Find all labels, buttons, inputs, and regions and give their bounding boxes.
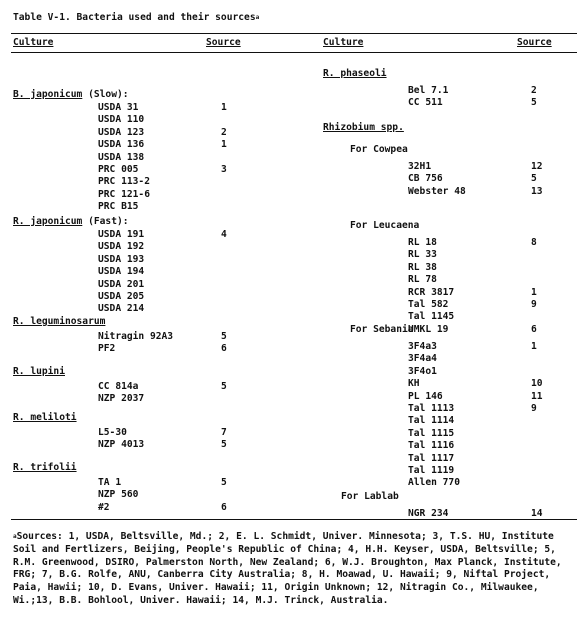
source-cell: 9 xyxy=(531,403,537,414)
culture-cell: USDA 136 xyxy=(98,139,145,151)
culture-cell: RCR 3817 xyxy=(408,286,455,298)
culture-cell: RL 78 xyxy=(408,274,437,286)
culture-cell: L5-30 xyxy=(98,427,127,438)
culture-cell: PRC 005 xyxy=(98,164,139,175)
footnote-text: Sources: 1, USDA, Beltsville, Md.; 2, E. L. Schmidt, Univer. Minnesota; 3, T.S. HU, Institute Soil and Fertlizers, Beijing, People's Republic of China; 4, H.H. Keyser, USDA, Beltsville; 5, R.M. Greenwood, DSIRO, Palmerston North, New Zealand; 6, W.J. Broughton, Max Planck, Institute, FRG; 7, B.G. Rolfe, ANU, Canberra City Australia; 8, H. Moawad, U. Hawaii; 9, Niftal Project, Paia, Hawii; 10, D. Evans, Univer. Hawaii; 11, Origin Unknown; 12, Nitragin Co., Milwaukee, Wi.;13, B.B. Bohlool, Univer. Hawaii; 14, M.J. Trinck, Australia. xyxy=(13,531,562,606)
source-cell: 9 xyxy=(531,299,537,310)
culture-cell: NZP 2037 xyxy=(98,393,145,405)
culture-cell: Webster 48 xyxy=(408,185,466,197)
culture-cell: USDA 138 xyxy=(98,151,145,163)
culture-cell: NZP 560 xyxy=(98,489,139,501)
culture-cell: Tal 582 xyxy=(408,299,449,310)
group-header: R. phaseoli xyxy=(323,68,387,79)
source-header-left: Source xyxy=(206,37,241,48)
source-cell: 5 xyxy=(221,477,227,488)
culture-cell: Tal 1117 xyxy=(408,452,455,464)
group-header: For Leucaena xyxy=(350,220,420,231)
culture-cell: USDA 31 xyxy=(98,102,139,113)
source-cell: 6 xyxy=(221,501,227,513)
culture-cell: 3F4a3 xyxy=(408,341,437,352)
culture-cell: NGR 234 xyxy=(408,508,449,519)
culture-cell: CC 814a xyxy=(98,381,139,392)
source-cell: 5 xyxy=(221,439,227,451)
source-header-right: Source xyxy=(517,37,552,48)
culture-cell: Tal 1119 xyxy=(408,465,455,476)
source-cell: 1 xyxy=(221,102,227,113)
source-cell: 11 xyxy=(531,390,543,402)
culture-cell: USDA 205 xyxy=(98,291,145,302)
group-header: For Lablab xyxy=(341,491,399,502)
culture-cell: USDA 110 xyxy=(98,114,145,126)
source-cell: 1 xyxy=(531,341,537,352)
table-title: Table V-1. Bacteria used and their sources$^a$ xyxy=(13,12,260,23)
culture-cell: TA 1 xyxy=(98,477,122,488)
culture-cell: Bel 7.1 xyxy=(408,85,449,96)
culture-cell: 32H1 xyxy=(408,161,432,172)
culture-cell: USDA 214 xyxy=(98,303,145,315)
header-rule xyxy=(11,52,577,53)
source-cell: 3 xyxy=(221,164,227,175)
group-header: For Cowpea xyxy=(350,144,408,155)
source-cell: 14 xyxy=(531,508,543,519)
group-header: R. leguminosarum xyxy=(13,316,106,327)
culture-cell: UMKL 19 xyxy=(408,323,449,335)
footnote-marker: a xyxy=(13,533,17,540)
culture-cell: USDA 123 xyxy=(98,126,145,138)
culture-cell: Tal 1145 xyxy=(408,311,455,323)
culture-header-right: Culture xyxy=(323,37,364,48)
group-header: B. japonicum (Slow): xyxy=(13,89,129,100)
source-cell: 1 xyxy=(221,139,227,151)
source-cell: 4 xyxy=(221,229,227,240)
culture-cell: CB 756 xyxy=(408,173,443,185)
culture-cell: Tal 1113 xyxy=(408,403,455,414)
source-cell: 10 xyxy=(531,378,543,390)
culture-cell: USDA 192 xyxy=(98,241,145,253)
culture-cell: Allen 770 xyxy=(408,477,460,489)
culture-cell: PF2 xyxy=(98,343,116,355)
group-header: Rhizobium spp. xyxy=(323,122,404,133)
source-cell: 7 xyxy=(221,427,227,438)
source-cell: 6 xyxy=(531,323,537,335)
source-cell: 5 xyxy=(531,173,537,185)
source-cell: 5 xyxy=(221,331,227,342)
culture-cell: NZP 4013 xyxy=(98,439,145,451)
culture-cell: RL 33 xyxy=(408,249,437,261)
top-rule xyxy=(11,33,577,34)
culture-cell: Tal 1116 xyxy=(408,440,455,452)
culture-cell: PRC 121-6 xyxy=(98,188,150,200)
source-cell: 12 xyxy=(531,161,543,172)
culture-cell: Tal 1115 xyxy=(408,427,455,439)
culture-cell: #2 xyxy=(98,501,110,513)
culture-header-left: Culture xyxy=(13,37,54,48)
source-cell: 13 xyxy=(531,185,543,197)
culture-cell: PRC 113-2 xyxy=(98,176,150,188)
culture-cell: USDA 191 xyxy=(98,229,145,240)
source-cell: 8 xyxy=(531,237,537,248)
culture-cell: 3F4o1 xyxy=(408,365,437,377)
culture-cell: RL 38 xyxy=(408,261,437,273)
source-cell: 5 xyxy=(221,381,227,392)
group-header: For Sebania xyxy=(350,324,414,335)
culture-cell: PRC B15 xyxy=(98,201,139,213)
culture-cell: USDA 193 xyxy=(98,253,145,265)
culture-cell: Tal 1114 xyxy=(408,415,455,427)
group-header: R. meliloti xyxy=(13,412,77,423)
culture-cell: RL 18 xyxy=(408,237,437,248)
bottom-rule xyxy=(11,519,577,520)
footnote xyxy=(13,531,575,608)
group-header: R. japonicum (Fast): xyxy=(13,216,129,227)
culture-cell: 3F4a4 xyxy=(408,353,437,365)
culture-cell: USDA 201 xyxy=(98,278,145,290)
source-cell: 1 xyxy=(531,286,537,298)
culture-cell: CC 511 xyxy=(408,97,443,109)
source-cell: 2 xyxy=(221,126,227,138)
group-header: R. trifolii xyxy=(13,462,77,473)
source-cell: 2 xyxy=(531,85,537,96)
title-footnote-marker: a xyxy=(255,14,260,21)
culture-cell: USDA 194 xyxy=(98,266,145,278)
group-header: R. lupini xyxy=(13,366,65,377)
culture-cell: Nitragin 92A3 xyxy=(98,331,174,342)
culture-cell: KH xyxy=(408,378,420,390)
culture-cell: PL 146 xyxy=(408,390,443,402)
source-cell: 6 xyxy=(221,343,227,355)
source-cell: 5 xyxy=(531,97,537,109)
